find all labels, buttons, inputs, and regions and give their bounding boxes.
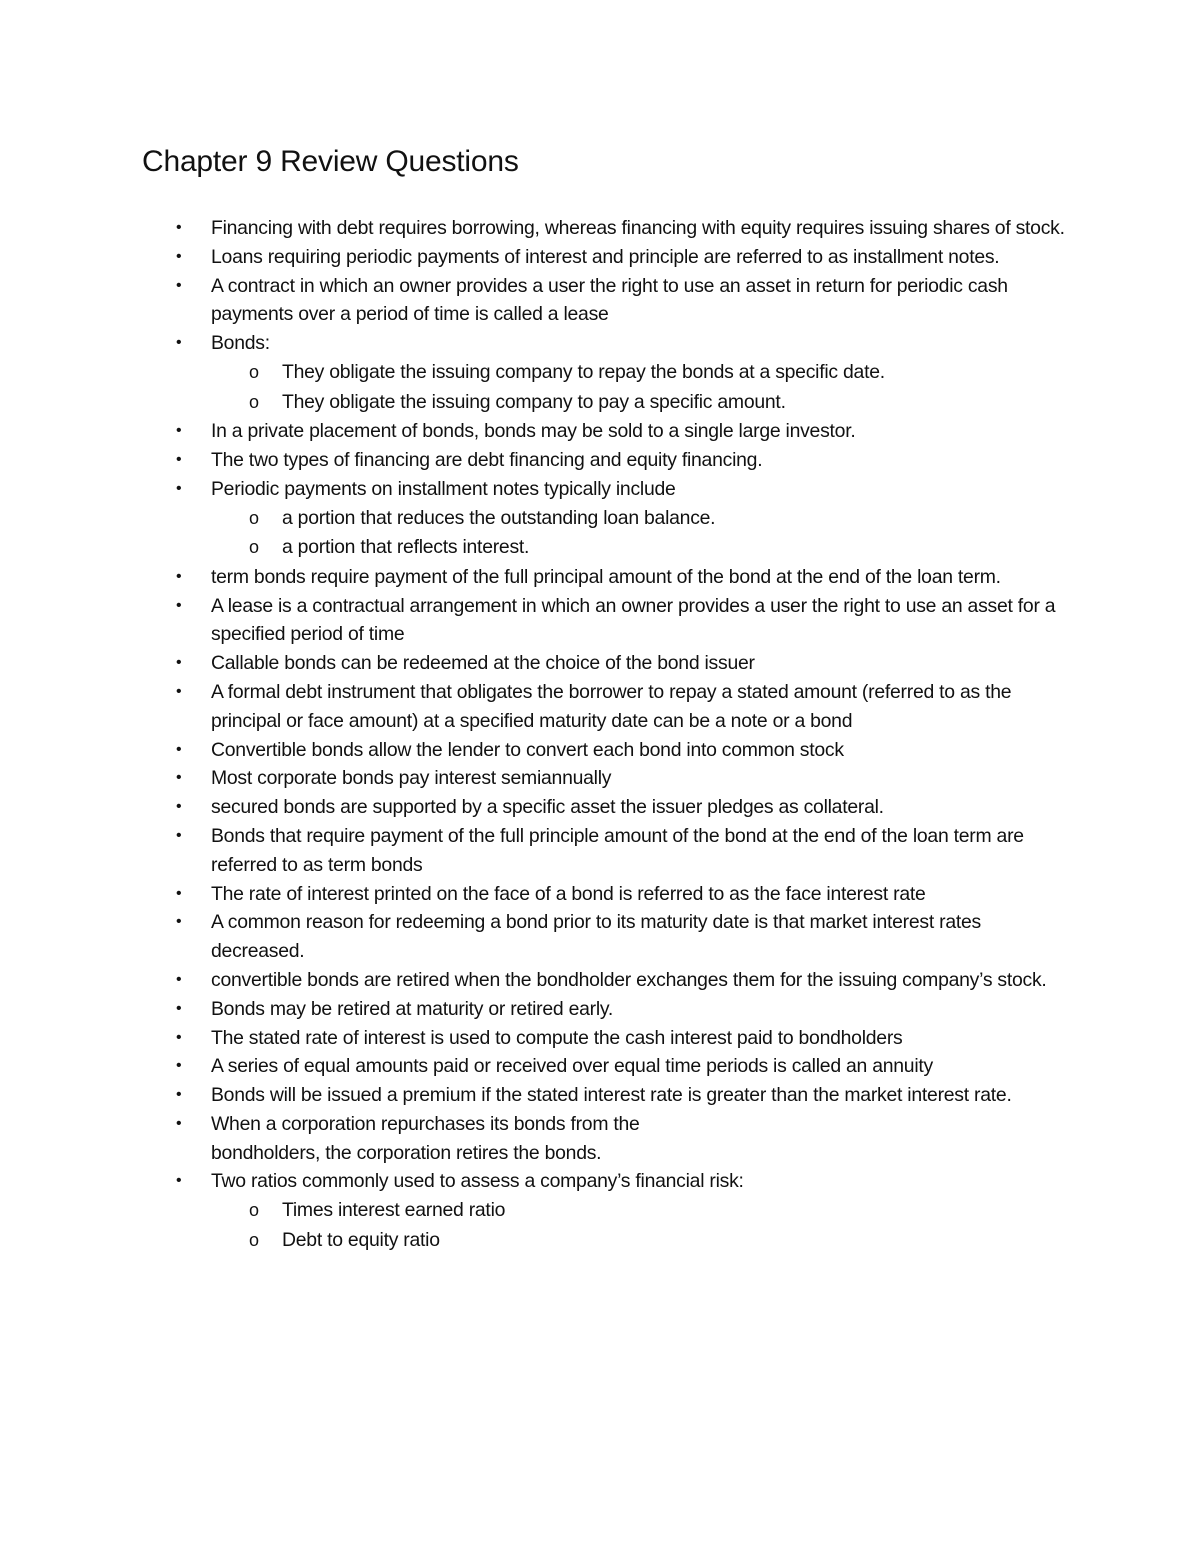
list-item-text: Financing with debt requires borrowing, whereas financing with equity requires issuing shares of stock. xyxy=(211,217,1065,239)
list-item-text: term bonds require payment of the full principal amount of the bond at the end of the loan term. xyxy=(211,565,1001,588)
list-item-text: The rate of interest printed on the face of a bond is referred to as the face interest rate xyxy=(211,882,926,905)
bullet-icon: • xyxy=(176,422,182,440)
sub-list-item-text: Times interest earned ratio xyxy=(282,1199,506,1222)
list-item-text: The stated rate of interest is used to compute the cash interest paid to bondholders xyxy=(211,1026,903,1049)
sub-list xyxy=(211,358,1071,417)
bullet-icon: • xyxy=(176,1114,182,1132)
list-item xyxy=(0,563,1071,592)
sub-list xyxy=(211,504,1071,563)
bullet-icon: • xyxy=(176,913,182,931)
list-item-text: Periodic payments on installment notes typically include xyxy=(211,477,676,500)
circle-bullet-icon: o xyxy=(249,1200,259,1221)
list-item-text: Bonds may be retired at maturity or retired early. xyxy=(211,997,614,1020)
list-item-text: A contract in which an owner provides a user the right to use an asset in return for periodic cash payments over a period of time is called a lease xyxy=(211,274,1008,326)
review-question-list xyxy=(0,214,1200,1255)
bullet-icon: • xyxy=(176,479,182,497)
list-item xyxy=(0,1052,1071,1081)
circle-bullet-icon: o xyxy=(249,361,259,382)
sub-list xyxy=(211,1196,1071,1255)
list-item-text: Most corporate bonds pay interest semiannually xyxy=(211,767,612,790)
sub-list-item xyxy=(0,504,1071,534)
list-item xyxy=(0,764,1071,793)
bullet-icon: • xyxy=(176,1057,182,1075)
bullet-icon: • xyxy=(176,826,182,844)
sub-list-item-text: They obligate the issuing company to pay a specific amount. xyxy=(282,390,786,413)
list-item-text: A series of equal amounts paid or received over equal time periods is called an annuity xyxy=(211,1055,933,1078)
sub-list-item xyxy=(0,1196,1071,1226)
list-item xyxy=(0,966,1071,995)
bullet-icon: • xyxy=(176,970,182,988)
list-item xyxy=(0,822,1071,880)
list-item-text: A common reason for redeeming a bond prior to its maturity date is that market interest rates decreased. xyxy=(211,911,981,963)
list-item xyxy=(0,214,1071,243)
list-item xyxy=(0,1110,1071,1168)
bullet-icon: • xyxy=(176,999,182,1017)
list-item-text: Two ratios commonly used to assess a company’s financial risk: xyxy=(211,1170,744,1193)
bullet-icon: • xyxy=(176,247,182,265)
list-item xyxy=(0,1081,1071,1110)
list-item-text: convertible bonds are retired when the bondholder exchanges them for the issuing company’s stock. xyxy=(211,968,1047,991)
bullet-icon: • xyxy=(176,1086,182,1104)
list-item-text: The two types of financing are debt financing and equity financing. xyxy=(211,448,763,471)
circle-bullet-icon: o xyxy=(249,391,259,412)
list-item xyxy=(0,475,1071,563)
bullet-icon: • xyxy=(176,682,182,700)
list-item xyxy=(0,908,1071,966)
list-item-text: A formal debt instrument that obligates the borrower to repay a stated amount (referred to as the principal or face amount) at a specified maturity date can be a note or a bond xyxy=(211,680,1012,732)
bullet-icon: • xyxy=(176,334,182,352)
list-item xyxy=(0,1167,1071,1255)
sub-list-item xyxy=(0,1226,1071,1256)
bullet-icon: • xyxy=(176,596,182,614)
sub-list-item xyxy=(0,358,1071,388)
bullet-icon: • xyxy=(176,1028,182,1046)
sub-list-item-text: Debt to equity ratio xyxy=(282,1228,440,1251)
circle-bullet-icon: o xyxy=(249,507,259,528)
list-item-text: When a corporation repurchases its bonds from the bondholders, the corporation retires the bonds. xyxy=(211,1112,640,1164)
bullet-icon: • xyxy=(176,450,182,468)
bullet-icon: • xyxy=(176,219,182,236)
list-item xyxy=(0,272,1071,330)
list-item xyxy=(0,678,1071,736)
list-item xyxy=(0,243,1071,272)
list-item xyxy=(0,995,1071,1024)
sub-list-item-text: a portion that reduces the outstanding loan balance. xyxy=(282,506,716,529)
bullet-icon: • xyxy=(176,798,182,816)
bullet-icon: • xyxy=(176,740,182,758)
list-item xyxy=(0,592,1071,650)
sub-list-item xyxy=(0,388,1071,418)
list-item-text: A lease is a contractual arrangement in which an owner provides a user the right to use an asset for a specified period of time xyxy=(211,594,1056,646)
list-item xyxy=(0,329,1071,417)
sub-list-item-text: They obligate the issuing company to repay the bonds at a specific date. xyxy=(282,360,885,383)
list-item-text: secured bonds are supported by a specific asset the issuer pledges as collateral. xyxy=(211,796,884,819)
bullet-icon: • xyxy=(176,567,182,585)
list-item-text: Loans requiring periodic payments of interest and principle are referred to as installment notes. xyxy=(211,245,1000,268)
list-item-text: Bonds: xyxy=(211,332,270,355)
list-item xyxy=(0,446,1071,475)
bullet-icon: • xyxy=(176,276,182,294)
list-item-text: Bonds that require payment of the full principle amount of the bond at the end of the loan term are referred to as term bonds xyxy=(211,824,1024,876)
list-item xyxy=(0,736,1071,765)
list-item-text: In a private placement of bonds, bonds may be sold to a single large investor. xyxy=(211,420,856,443)
circle-bullet-icon: o xyxy=(249,537,259,558)
circle-bullet-icon: o xyxy=(249,1229,259,1250)
list-item xyxy=(0,793,1071,822)
bullet-icon: • xyxy=(176,654,182,672)
sub-list-item-text: a portion that reflects interest. xyxy=(282,536,530,559)
list-item-text: Bonds will be issued a premium if the stated interest rate is greater than the market interest rate. xyxy=(211,1084,1012,1107)
list-item xyxy=(0,1024,1071,1053)
sub-list-item xyxy=(0,533,1071,563)
list-item-text: Convertible bonds allow the lender to convert each bond into common stock xyxy=(211,738,844,761)
bullet-icon: • xyxy=(176,884,182,902)
list-item xyxy=(0,649,1071,678)
bullet-icon: • xyxy=(176,1172,182,1190)
bullet-icon: • xyxy=(176,769,182,787)
list-item-text: Callable bonds can be redeemed at the choice of the bond issuer xyxy=(211,652,755,675)
page-title: Chapter 9 Review Questions xyxy=(142,145,519,178)
list-item xyxy=(0,880,1071,909)
list-item xyxy=(0,417,1071,446)
